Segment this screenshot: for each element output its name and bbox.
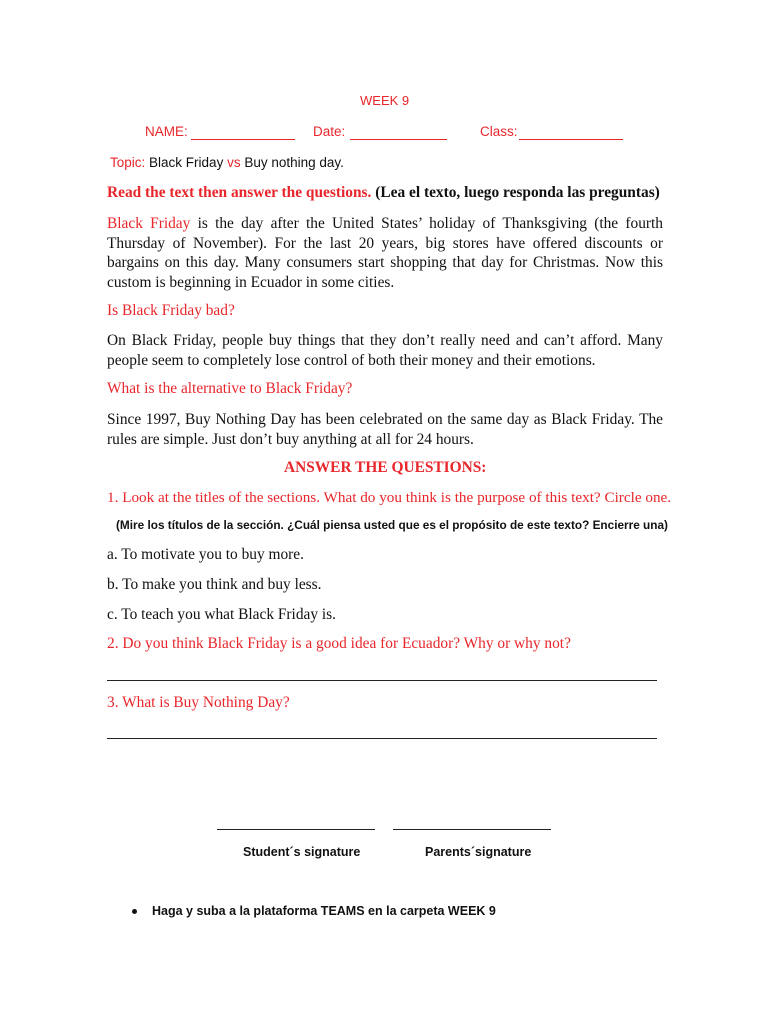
topic-line <box>110 155 344 170</box>
date-blank[interactable] <box>350 139 447 140</box>
class-blank[interactable] <box>519 139 623 140</box>
question-2: 2. Do you think Black Friday is a good idea for Ecuador? Why or why not? <box>107 635 571 652</box>
topic-vs: vs <box>227 155 241 170</box>
question-1: 1. Look at the titles of the sections. What do you think is the purpose of this text? Circle one. <box>107 489 672 506</box>
questions-title: ANSWER THE QUESTIONS: <box>284 459 487 476</box>
question-3: 3. What is Buy Nothing Day? <box>107 694 290 711</box>
option-a[interactable]: a. To motivate you to buy more. <box>107 546 304 563</box>
footer-instruction: Haga y suba a la plataforma TEAMS en la carpeta WEEK 9 <box>152 904 496 918</box>
question-1-spanish: (Mire los títulos de la sección. ¿Cuál piensa usted que es el propósito de este texto? Encierre una) <box>116 518 668 532</box>
answer-line-2[interactable] <box>107 680 657 681</box>
option-b[interactable]: b. To make you think and buy less. <box>107 576 322 593</box>
topic-part2: Buy nothing day. <box>244 155 344 170</box>
instruction-spanish: (Lea el texto, luego responda las preguntas) <box>375 184 660 201</box>
parents-signature-line[interactable] <box>393 829 551 830</box>
student-signature-label: Student´s signature <box>243 845 361 859</box>
section2-heading: Is Black Friday bad? <box>107 302 235 319</box>
week-title: WEEK 9 <box>360 93 410 108</box>
answer-line-3[interactable] <box>107 738 657 739</box>
section1-highlight: Black Friday <box>107 215 191 232</box>
topic-part1: Black Friday <box>149 155 224 170</box>
name-blank[interactable] <box>191 139 295 140</box>
class-label: Class: <box>480 124 518 139</box>
section2-paragraph: On Black Friday, people buy things that they don’t really need and can’t afford. Many people seem to completely lose control of both their money and their emotions. <box>107 332 663 369</box>
bullet-icon <box>132 909 137 914</box>
section1-paragraph <box>107 214 663 292</box>
instruction-line <box>107 184 660 202</box>
section3-paragraph: Since 1997, Buy Nothing Day has been celebrated on the same day as Black Friday. The rules are simple. Just don’t buy anything at all for 24 hours. <box>107 411 663 448</box>
option-c[interactable]: c. To teach you what Black Friday is. <box>107 606 337 623</box>
section3-heading: What is the alternative to Black Friday? <box>107 380 353 397</box>
date-label: Date: <box>313 124 346 139</box>
topic-label: Topic: <box>110 155 146 170</box>
instruction-english: Read the text then answer the questions. <box>107 184 372 201</box>
student-signature-line[interactable] <box>217 829 375 830</box>
section1-body: is the day after the United States’ holiday of Thanksgiving (the fourth Thursday of November). For the last 20 years, big stores have offered discounts or bargains on this day. Many consumers start shopping that day for Christmas. Now this custom is beginning in Ecuador in some cities. <box>107 215 663 291</box>
name-label: NAME: <box>145 124 188 139</box>
parents-signature-label: Parents´signature <box>425 845 532 859</box>
